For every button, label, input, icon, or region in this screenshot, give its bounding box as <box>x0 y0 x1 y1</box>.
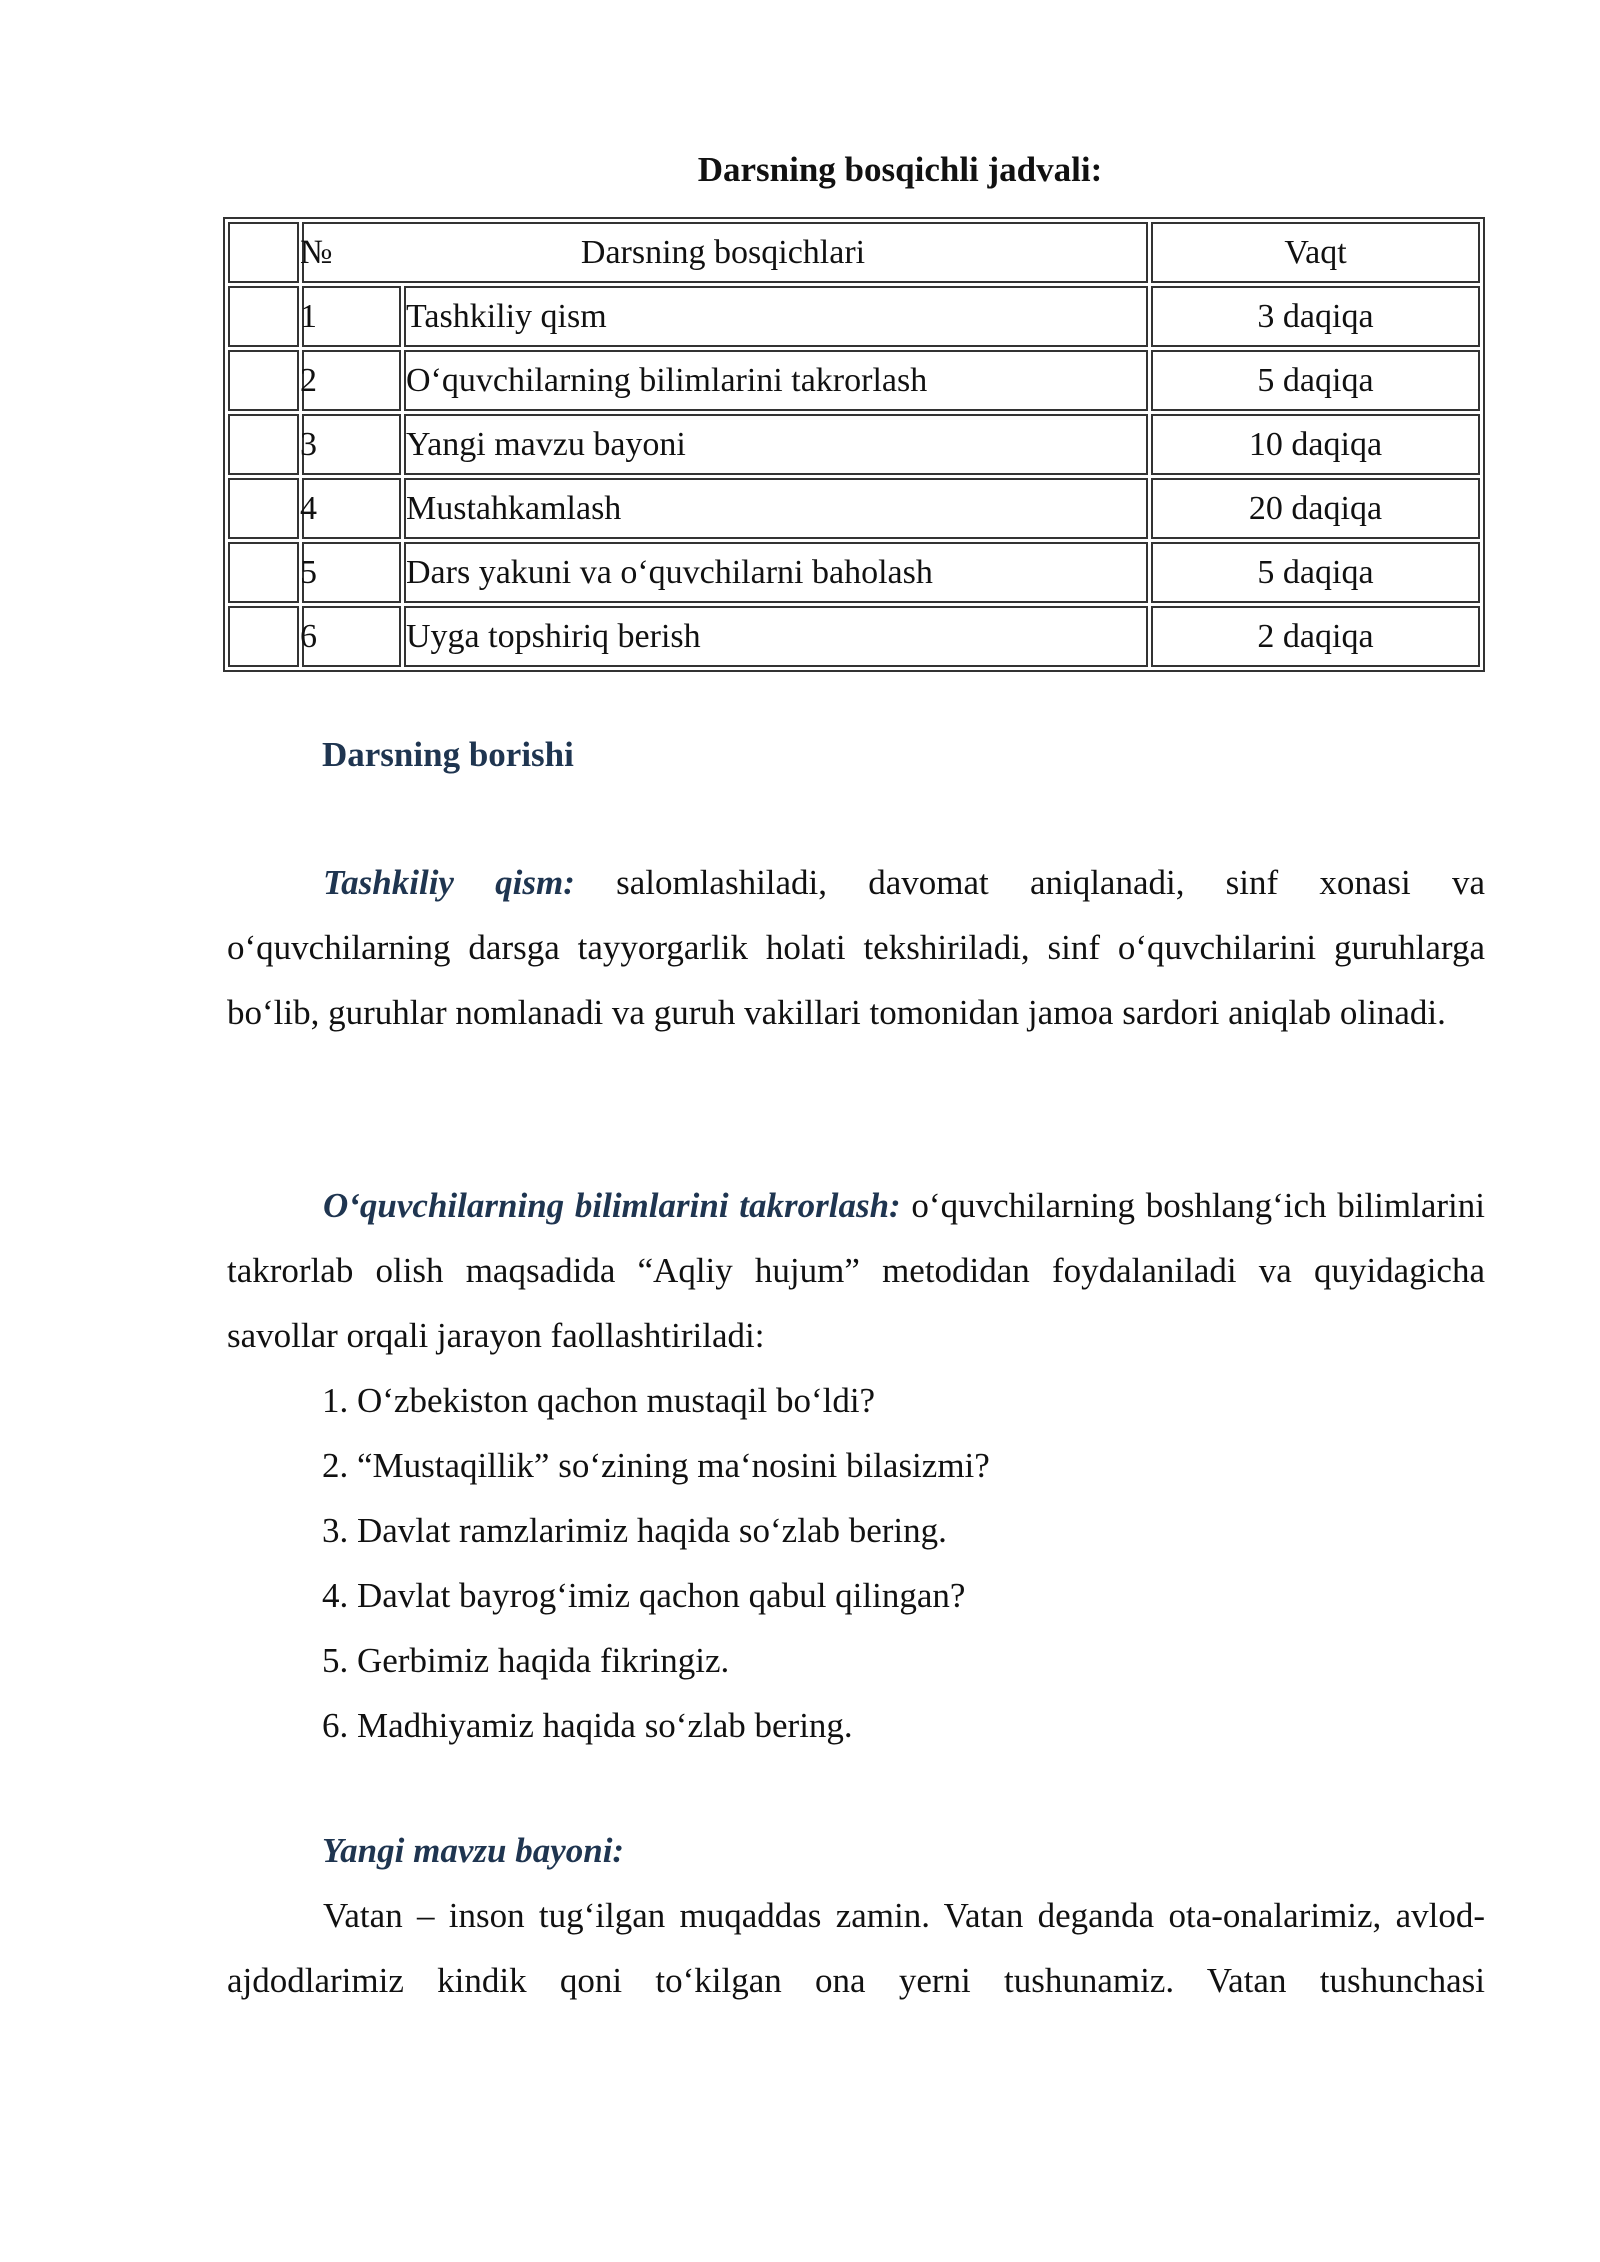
table-row <box>228 414 1480 475</box>
stage-name: Yangi mavzu bayoni <box>406 425 686 463</box>
stage-name: Tashkiliy qism <box>406 297 607 335</box>
table-row <box>228 478 1480 539</box>
table-row <box>228 542 1480 603</box>
new-topic-heading <box>227 1818 1485 1883</box>
paragraph-lead: Tashkiliy qism: <box>323 863 575 902</box>
table-cell-time: 5 daqiqa <box>1151 350 1480 411</box>
table-cell-time: 5 daqiqa <box>1151 542 1480 603</box>
table-cell-num <box>302 542 401 603</box>
table-header-row <box>228 222 1480 283</box>
table-cell-num <box>302 350 401 411</box>
paragraph-tashkiliy <box>227 850 1485 1045</box>
table-cell-time: 10 daqiqa <box>1151 414 1480 475</box>
table-cell-num <box>302 606 401 667</box>
row-number: 5 <box>300 553 317 591</box>
table-cell-empty <box>228 414 299 475</box>
table-cell-empty <box>228 478 299 539</box>
list-item: 3. Davlat ramzlarimiz haqida so‘zlab bering. <box>322 1511 947 1550</box>
table-cell-time: 20 daqiqa <box>1151 478 1480 539</box>
stage-name: Mustahkamlash <box>406 489 622 527</box>
paragraph-lead: O‘quvchilarning bilimlarini takrorlash: <box>323 1186 901 1225</box>
table-cell-stage <box>404 478 1148 539</box>
list-item: 5. Gerbimiz haqida fikringiz. <box>322 1641 730 1680</box>
table-cell-empty <box>228 222 299 283</box>
paragraph-text: o‘quvchilarning boshlang‘ich bilimlarini takrorlab olish maqsadida “Aqliy hujum” metodidan foydalaniladi va quyidagicha savollar orqali jarayon faollashtiriladi: <box>227 1186 1485 1355</box>
table-cell-stage <box>404 350 1148 411</box>
section-heading: Darsning borishi <box>322 735 574 774</box>
table-header-num: № <box>300 233 333 271</box>
stage-name: Uyga topshiriq berish <box>406 617 701 655</box>
table-cell-empty <box>228 542 299 603</box>
table-title-text: Darsning bosqichli jadvali: <box>697 150 1103 189</box>
list-item: 4. Davlat bayrog‘imiz qachon qabul qilingan? <box>322 1576 966 1615</box>
table-cell-time: 3 daqiqa <box>1151 286 1480 347</box>
paragraph-lead: Yangi mavzu bayoni: <box>322 1831 625 1870</box>
table-cell-num <box>302 286 401 347</box>
row-number: 2 <box>300 361 317 399</box>
table-cell-time: 2 daqiqa <box>1151 606 1480 667</box>
table-cell-num <box>302 478 401 539</box>
table-row <box>228 606 1480 667</box>
table-row <box>228 286 1480 347</box>
table-row <box>228 350 1480 411</box>
table-cell-stage <box>404 542 1148 603</box>
table-cell-empty <box>228 286 299 347</box>
new-topic-section <box>227 1818 1485 2013</box>
stage-name: Dars yakuni va o‘quvchilarni baholash <box>406 553 933 591</box>
row-number: 4 <box>300 489 317 527</box>
table-header-time: Vaqt <box>1151 222 1480 283</box>
table-cell-stage <box>404 286 1148 347</box>
list-item: 1. O‘zbekiston qachon mustaqil bo‘ldi? <box>322 1381 876 1420</box>
paragraph-text: Vatan – inson tug‘ilgan muqaddas zamin. Vatan deganda ota-onalarimiz, avlod-ajdodlarimiz kindik qoni to‘kilgan ona yerni tushunamiz. Vatan tushunchasi <box>227 1896 1485 2000</box>
table-cell-stage <box>404 606 1148 667</box>
row-number: 3 <box>300 425 317 463</box>
list-item: 2. “Mustaqillik” so‘zining ma‘nosini bilasizmi? <box>322 1446 990 1485</box>
lesson-stages-table <box>223 217 1485 672</box>
table-cell-stage <box>404 414 1148 475</box>
table-title <box>0 150 1600 190</box>
list-item: 6. Madhiyamiz haqida so‘zlab bering. <box>322 1706 853 1745</box>
table-cell-empty <box>228 606 299 667</box>
paragraph-text: salomlashiladi, davomat aniqlanadi, sinf xonasi va o‘quvchilarning darsga tayyorgarlik holati tekshiriladi, sinf o‘quvchilarini guruhlarga bo‘lib, guruhlar nomlanadi va guruh vakillari tomonidan jamoa sardori aniqlab olinadi. <box>227 863 1485 1032</box>
stage-name: O‘quvchilarning bilimlarini takrorlash <box>406 361 928 399</box>
table-cell-empty <box>228 350 299 411</box>
question-list <box>322 1368 990 1758</box>
table-header-stages-cell <box>302 222 1148 283</box>
paragraph-takrorlash <box>227 1173 1485 1368</box>
table-header-stage: Darsning bosqichlari <box>580 233 866 271</box>
row-number: 6 <box>300 617 317 655</box>
row-number: 1 <box>300 297 317 335</box>
table-cell-num <box>302 414 401 475</box>
